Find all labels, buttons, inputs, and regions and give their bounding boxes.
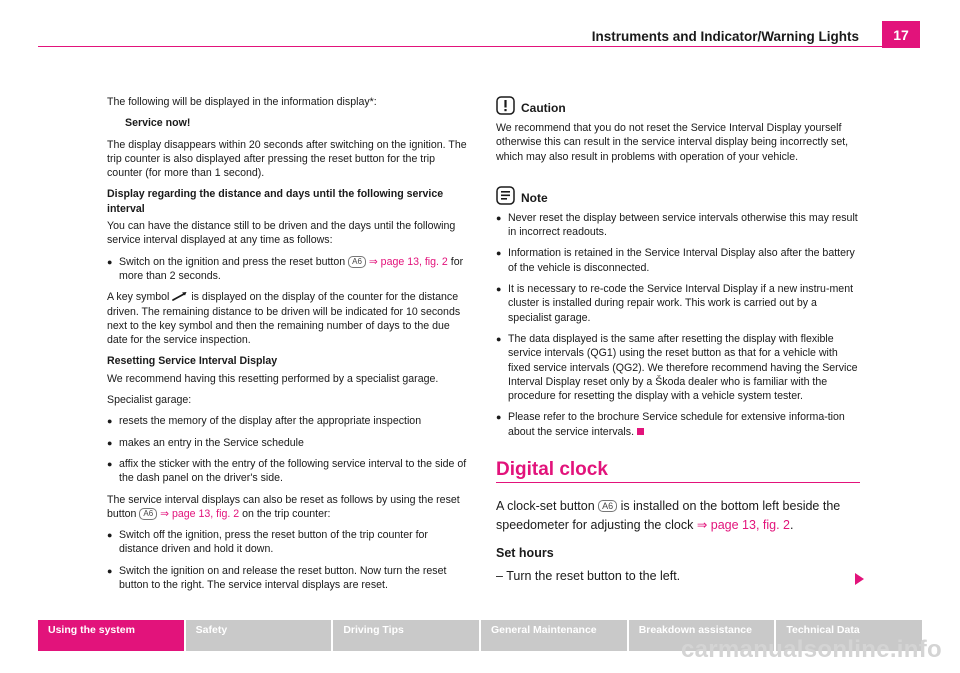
- caution-icon: [496, 96, 515, 115]
- key-symbol-post: is displayed on the display of the counter for the distance driven. The remaining distance to be driven will be indicated for 10 seconds next to the key symbol and then the remaining number of days to the due date for the service inspection.: [107, 291, 461, 347]
- note-title: Note: [521, 190, 548, 205]
- reset-button-reference: A6: [348, 256, 366, 268]
- clock-set-text: [496, 497, 860, 535]
- distance-days-heading: Display regarding the distance and days until the following service interval: [107, 188, 444, 215]
- note-icon: [496, 186, 515, 205]
- digital-clock-body: [496, 497, 860, 586]
- note-heading: [496, 186, 860, 205]
- tab-general-maintenance[interactable]: General Maintenance: [481, 620, 627, 651]
- note-bullet-never-reset: ● Never reset the display between service intervals otherwise this may result in incorrect readouts.: [496, 211, 860, 240]
- watermark: carmanualsonline.info: [680, 636, 942, 663]
- resetting-recommendation: We recommend having this resetting performed by a specialist garage.: [107, 372, 439, 385]
- clock-set-end: .: [790, 518, 794, 533]
- distance-days-text: You can have the distance still to be driven and the days until the following service interval displayed at any time as follows:: [107, 220, 456, 247]
- end-of-section-mark: [637, 428, 644, 435]
- note-bullet-brochure-text: Please refer to the brochure Service schedule for extensive informa-tion about the service intervals.: [508, 411, 845, 438]
- page-number-badge: 17: [882, 21, 920, 48]
- reset-alternative-post: on the trip counter:: [242, 507, 331, 520]
- clock-set-post: is installed on the bottom left beside the speedometer for adjusting the clock: [496, 499, 841, 533]
- tab-technical-data[interactable]: Technical Data: [776, 620, 922, 651]
- tab-breakdown-assistance[interactable]: Breakdown assistance: [629, 620, 775, 651]
- page-13-fig-2-link-3[interactable]: ⇒ page 13, fig. 2: [696, 518, 791, 533]
- key-symbol-pre: A key symbol: [107, 291, 170, 304]
- note-bullet-recode: ● It is necessary to re-code the Service Interval Display if a new instru-ment cluster is installed during repair work. This work is carried out by a specialist garage.: [496, 282, 860, 325]
- digital-clock-heading: Digital clock: [496, 463, 860, 483]
- display-disappears-text: The display disappears within 20 seconds after switching on the ignition. The trip counter is also displayed after pressing the reset button for the trip counter (for more than 1 second).: [107, 138, 467, 180]
- left-column: [107, 95, 467, 599]
- right-column: [496, 96, 860, 595]
- wrench-icon: [172, 291, 188, 301]
- bullet-affix-sticker: ● affix the sticker with the entry of the following service interval to the side of the dash panel on the driver's side.: [107, 457, 467, 486]
- page-13-fig-2-link[interactable]: ⇒ page 13, fig. 2: [368, 255, 448, 268]
- clock-set-pre: A clock-set button: [496, 499, 595, 514]
- note-bullet-flexible-intervals: ● The data displayed is the same after resetting the display with flexible service intervals (QG1) using the reset button as that for a vehicle with fixed service intervals (QG2). We therefore recommend having the Service Interval Display reset only by a Škoda dealer who is familiar with the procedure for resetting the display with a vehicle system tester.: [496, 332, 860, 403]
- resetting-heading: Resetting Service Interval Display: [107, 355, 278, 368]
- tab-safety[interactable]: Safety: [186, 620, 332, 651]
- reset-alternative-text: [107, 493, 467, 522]
- bullet-switch-on-tail: for more than 2 seconds.: [119, 255, 464, 282]
- reset-button-reference-2: A6: [139, 508, 157, 520]
- running-header-title: Instruments and Indicator/Warning Lights: [591, 29, 859, 44]
- bullet-switch-on: [107, 255, 467, 284]
- bullet-switch-on-release: ● Switch the ignition on and release the reset button. Now turn the reset button to the right. The service interval displays are reset.: [107, 564, 467, 593]
- caution-text: We recommend that you do not reset the Service Interval Display yourself otherwise this can result in the service interval display being incorrectly set, which may also result in problems with operation of your vehicle.: [496, 122, 849, 163]
- tab-using-the-system[interactable]: Using the system: [38, 620, 184, 651]
- caution-heading: [496, 96, 860, 115]
- specialist-garage-label: Specialist garage:: [107, 394, 192, 407]
- intro-text: The following will be displayed in the information display*:: [107, 96, 377, 108]
- key-symbol-text: [107, 290, 467, 347]
- note-bullet-information-retained: ● Information is retained in the Service Interval Display also after the battery of the vehicle is disconnected.: [496, 246, 860, 275]
- caution-title: Caution: [521, 100, 566, 115]
- tab-driving-tips[interactable]: Driving Tips: [333, 620, 479, 651]
- note-bullet-brochure: [496, 410, 860, 439]
- next-page-arrow-icon[interactable]: [855, 573, 864, 585]
- bullet-switch-off: ● Switch off the ignition, press the reset button of the trip counter for distance driven and hold it down.: [107, 528, 467, 557]
- service-now-message: Service now!: [125, 117, 191, 130]
- clock-set-button-reference: A6: [598, 500, 617, 512]
- set-hours-heading: Set hours: [496, 546, 554, 561]
- bullet-switch-on-text: Switch on the ignition and press the reset button: [119, 255, 346, 268]
- header-rule: [38, 46, 882, 47]
- bullet-makes-entry: ● makes an entry in the Service schedule: [107, 436, 467, 450]
- page-13-fig-2-link-2[interactable]: ⇒ page 13, fig. 2: [160, 507, 240, 520]
- set-hours-step: – Turn the reset button to the left.: [496, 569, 681, 584]
- reset-alternative-pre: The service interval displays can also be reset as follows by using the reset button: [107, 493, 460, 520]
- bullet-resets-memory: ● resets the memory of the display after the appropriate inspection: [107, 414, 467, 428]
